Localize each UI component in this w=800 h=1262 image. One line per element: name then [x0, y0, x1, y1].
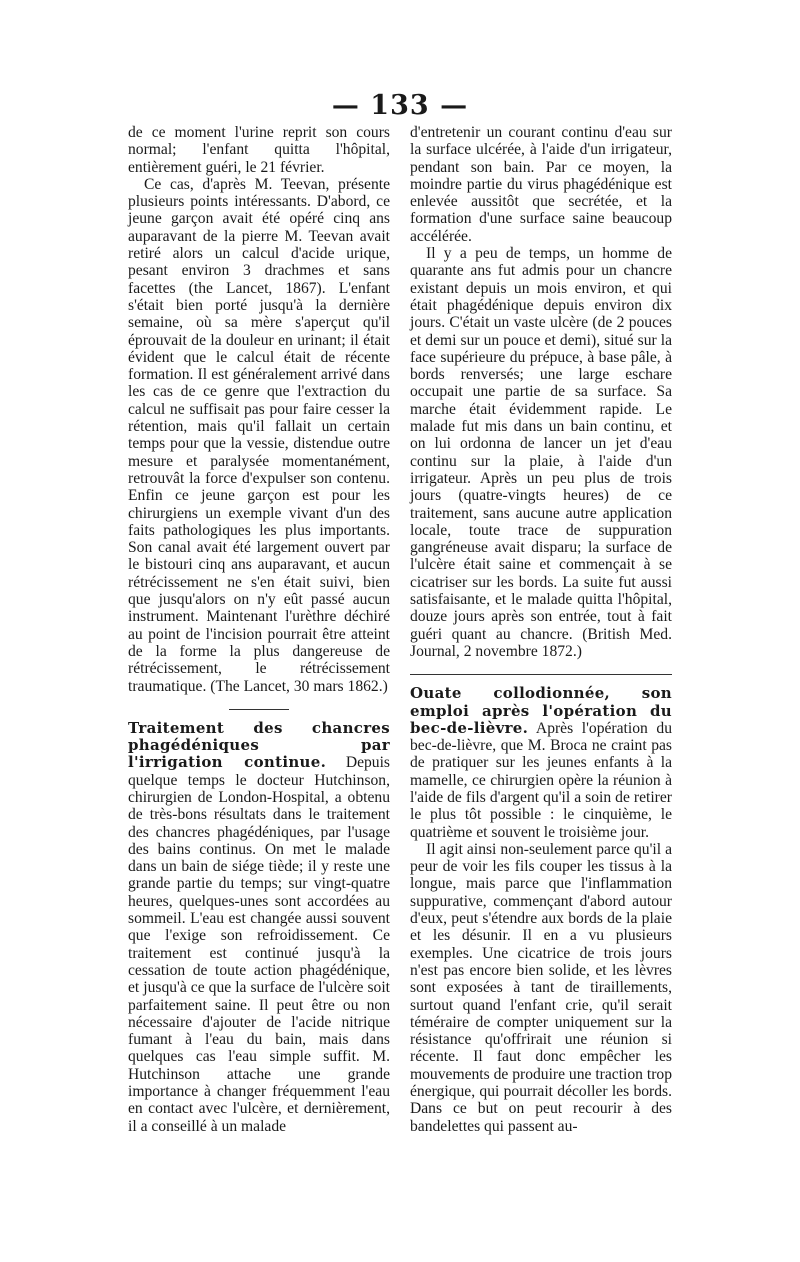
left-paragraph-teevan-case: Ce cas, d'après M. Teevan, présente plusieurs points intéressants. D'abord, ce jeune garçon avait été opéré cinq ans auparavant de la pierre M. Teevan avait retiré alors un calcul d'acide urique, pesant environ 3 drachmes et sans facettes (the Lancet, 1867). L'enfant s'était bien porté jusqu'à la dernière semaine, où sa mère s'aperçut qu'il éprouvait de la douleur en urinant; il était évident que le calcul était de récente formation. Il est généralement arrivé dans les cas de ce genre que l'extraction du calcul ne suffisait pas pour faire cesser la rétention, mais qu'il fallait un certain temps pour que la vessie, distendue outre mesure et paralysée momentanément, retrouvât la force d'expulser son contenu. Enfin ce jeune garçon est pour les chirurgiens un exemple vivant d'un des faits pathologiques les plus importants. Son canal avait été largement ouvert par le bistouri cinq ans auparavant, et aucun rétrécissement ne s'en était suivi, bien que jusqu'alors on n'y eût passé aucun instrument. Maintenant l'urèthre déchiré au point de l'incision pourrait être atteint de la forme la plus dangereuse de rétrécissement, le rétrécissement traumatique. (The Lancet, 30 mars 1862.)	[128, 175, 390, 695]
page-number: — 133 —	[331, 90, 469, 121]
right-paragraph-continuation: d'entretenir un courant continu d'eau sur la surface ulcérée, à l'aide d'un irrigateur, pendant son bain. Par ce moyen, la moindre partie du virus phagédénique est enlevée aussitôt que secrétée, et la formation d'une surface saine beaucoup accélérée.	[410, 124, 672, 245]
right-paragraph-broca: Il agit ainsi non-seulement parce qu'il a peur de voir les fils couper les tissus à la longue, mais parce que l'inflammation suppurative, commençant d'abord autour d'eux, peut s'étendre aux bords de la plaie et les désunir. Il en a vu plusieurs exemples. Une cicatrice de trois jours n'est pas encore bien solide, et les lèvres sont exposées à tant de tiraillements, surtout quand l'enfant crie, qu'il serait téméraire de compter uniquement sur la résistance qu'offrirait une réunion si récente. Il faut donc empêcher les mouvements de produire une traction trop énergique, qui pourrait décoller les bords. Dans ce but on peut recourir à des bandelettes qui passent au-	[410, 840, 672, 1135]
right-column	[410, 124, 672, 1135]
section-heading-chancres: Traitement des chancres phagédéniques par l'irrigation continue.	[128, 718, 390, 772]
section-chancres-paragraph	[128, 720, 390, 1135]
section-text-chancres: Depuis quelque temps le docteur Hutchinson, chirurgien de London-Hospital, a obtenu de très-bons résultats dans le traitement des chancres phagédéniques, par l'usage des bains continus. On met le malade dans un bain de siége tiède; il y reste une grande partie du temps; sur vingt-quatre heures, quelques-unes sont accordées au sommeil. L'eau est changée aussi souvent que l'exige son refroidissement. Ce traitement est continué jusqu'à la cessation de toute action phagédénique, et jusqu'à ce que la surface de l'ulcère soit parfaitement saine. Il peut être ou non nécessaire d'ajouter de l'acide nitrique fumant à l'eau du bain, mais dans quelques cas l'eau simple suffit. M. Hutchinson attache une grande importance à changer fréquemment l'eau en contact avec l'ulcère, et dernièrement, il a conseillé à un malade	[128, 754, 391, 1135]
left-paragraph-continuation: de ce moment l'urine reprit son cours normal; l'enfant quitta l'hôpital, entièrement guéri, le 21 février.	[128, 124, 390, 176]
section-text-ouate: Après l'opération du bec-de-lièvre, que M. Broca ne craint pas de pratiquer sur les jeunes enfants à la mamelle, ce chirurgien opère la réunion à l'aide de fils d'argent qu'il a soin de retirer le plus tôt possible : le cinquième, le quatrième et souvent le troisième jour.	[410, 719, 672, 841]
right-paragraph-case: Il y a peu de temps, un homme de quarante ans fut admis pour un chancre existant depuis un mois environ, et qui était phagédénique depuis environ dix jours. C'était un vaste ulcère (de 2 pouces et demi sur un pouce et demi), situé sur la face supérieure du prépuce, à base pâle, à bords renversés; une large eschare occupait une partie de sa surface. Sa marche était évidemment rapide. Le malade fut mis dans un bain continu, et on lui ordonna de lancer un jet d'eau continu sur la plaie, à l'aide d'un irrigateur. Après un peu plus de trois jours (quatre-vingts heures) de ce traitement, sans aucune autre application locale, toute trace de suppuration gangréneuse avait disparu; la surface de l'ulcère était saine et commençait à se cicatriser sur les bords. La suite fut aussi satisfaisante, et le malade quitta l'hôpital, douze jours après son entrée, tout à fait guéri quant au chancre. (British Med. Journal, 2 novembre 1872.)	[410, 245, 672, 660]
left-column	[128, 124, 390, 1135]
section-heading-ouate: Ouate collodionnée, son emploi après l'opération du bec-de-lièvre.	[410, 684, 672, 737]
section-divider	[410, 674, 672, 675]
section-divider	[229, 709, 289, 710]
section-ouate-paragraph	[410, 685, 672, 841]
